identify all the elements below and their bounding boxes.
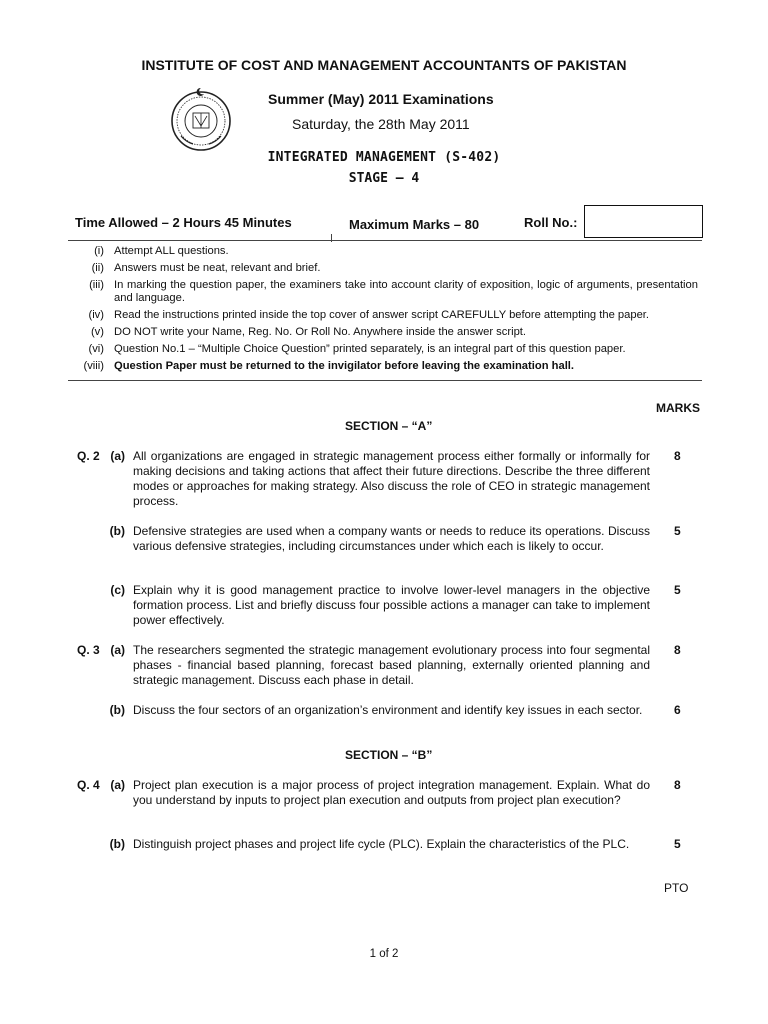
instructions-divider xyxy=(68,380,702,381)
exam-date: Saturday, the 28th May 2011 xyxy=(292,116,470,132)
divider-line xyxy=(332,240,702,241)
question-part: (b) xyxy=(109,703,125,717)
roll-no-box[interactable] xyxy=(584,205,703,238)
question-marks: 8 xyxy=(674,778,681,792)
question-number: Q. 2 xyxy=(77,449,100,463)
question-text: All organizations are engaged in strategic management process either formally or informally for making decisions and taking actions that affect their future directions. Describe the three different modes or approaches for making strategy. Also discuss the role of CEO in strategic management process. xyxy=(133,449,650,508)
instruction-item xyxy=(68,245,698,258)
instruction-text: In marking the question paper, the examiners take into account clarity of exposition, logic of arguments, presentation and language. xyxy=(114,279,698,304)
question-part: (b) xyxy=(109,837,125,851)
instruction-number: (v) xyxy=(90,326,104,338)
question-part: (a) xyxy=(110,449,125,463)
institute-name: INSTITUTE OF COST AND MANAGEMENT ACCOUNTANTS OF PAKISTAN xyxy=(141,57,627,73)
instruction-text: Question No.1 – “Multiple Choice Question” printed separately, is an integral part of this question paper. xyxy=(114,343,626,355)
question-marks: 8 xyxy=(674,643,681,657)
section-b-heading: SECTION – “B” xyxy=(345,748,433,762)
instruction-text: Question Paper must be returned to the invigilator before leaving the examination hall. xyxy=(114,360,575,372)
question-marks: 5 xyxy=(674,837,681,851)
stage-label: STAGE – 4 xyxy=(348,171,420,186)
roll-no-label: Roll No.: xyxy=(524,215,578,230)
question-text: Defensive strategies are used when a company wants or needs to reduce its operations. Discuss various defensive strategies, including circumstances under which each is likely to occur. xyxy=(133,524,650,553)
question-text: Explain why it is good management practice to involve lower-level managers in the objective formation process. List and briefly discuss four possible actions a manager can take to implement power effectively. xyxy=(133,583,650,627)
instruction-item xyxy=(68,360,698,373)
info-row xyxy=(68,204,702,242)
instruction-item xyxy=(68,326,698,339)
divider-line xyxy=(68,240,331,241)
marks-heading: MARKS xyxy=(656,401,700,415)
instructions-list xyxy=(68,245,698,377)
instruction-number: (ii) xyxy=(91,262,104,274)
question-text: The researchers segmented the strategic management evolutionary process into four segmental phases - financial based planning, forecast based planning, externally oriented planning and strategic management. Discuss each phase in detail. xyxy=(133,643,650,687)
question-part: (c) xyxy=(110,583,125,597)
question-marks: 6 xyxy=(674,703,681,717)
instruction-number: (vi) xyxy=(88,343,104,355)
question-text: Project plan execution is a major process of project integration management. Explain. What do you understand by inputs to project plan execution and outputs from project plan execution? xyxy=(133,778,650,807)
instruction-number: (i) xyxy=(94,245,104,257)
question-part: (a) xyxy=(110,778,125,792)
section-a-heading: SECTION – “A” xyxy=(345,419,433,433)
question-marks: 5 xyxy=(674,583,681,597)
instruction-item xyxy=(68,309,698,322)
instruction-text: Read the instructions printed inside the top cover of answer script CAREFULLY before attempting the paper. xyxy=(114,309,650,321)
instruction-text: Answers must be neat, relevant and brief. xyxy=(114,262,321,274)
icmap-seal-logo xyxy=(168,86,234,152)
pto-label: PTO xyxy=(664,881,689,895)
instruction-text: Attempt ALL questions. xyxy=(114,245,229,257)
instruction-number: (viii) xyxy=(83,360,104,372)
instruction-item xyxy=(68,343,698,356)
instruction-text: DO NOT write your Name, Reg. No. Or Roll No. Anywhere inside the answer script. xyxy=(114,326,527,338)
question-marks: 8 xyxy=(674,449,681,463)
question-number: Q. 4 xyxy=(77,778,100,792)
page-number: 1 of 2 xyxy=(369,948,399,960)
time-allowed: Time Allowed – 2 Hours 45 Minutes xyxy=(75,215,292,230)
question-part: (a) xyxy=(110,643,125,657)
question-text: Distinguish project phases and project life cycle (PLC). Explain the characteristics of the PLC. xyxy=(133,837,630,851)
instruction-item xyxy=(68,279,698,305)
subject-title: INTEGRATED MANAGEMENT (S-402) xyxy=(267,150,501,165)
question-text: Discuss the four sectors of an organization’s environment and identify key issues in each sector. xyxy=(133,703,643,717)
question-part: (b) xyxy=(109,524,125,538)
instruction-number: (iv) xyxy=(88,309,104,321)
instruction-item xyxy=(68,262,698,275)
question-marks: 5 xyxy=(674,524,681,538)
question-number: Q. 3 xyxy=(77,643,100,657)
max-marks: Maximum Marks – 80 xyxy=(349,217,480,232)
instruction-number: (iii) xyxy=(89,279,104,291)
exam-session: Summer (May) 2011 Examinations xyxy=(268,91,494,107)
